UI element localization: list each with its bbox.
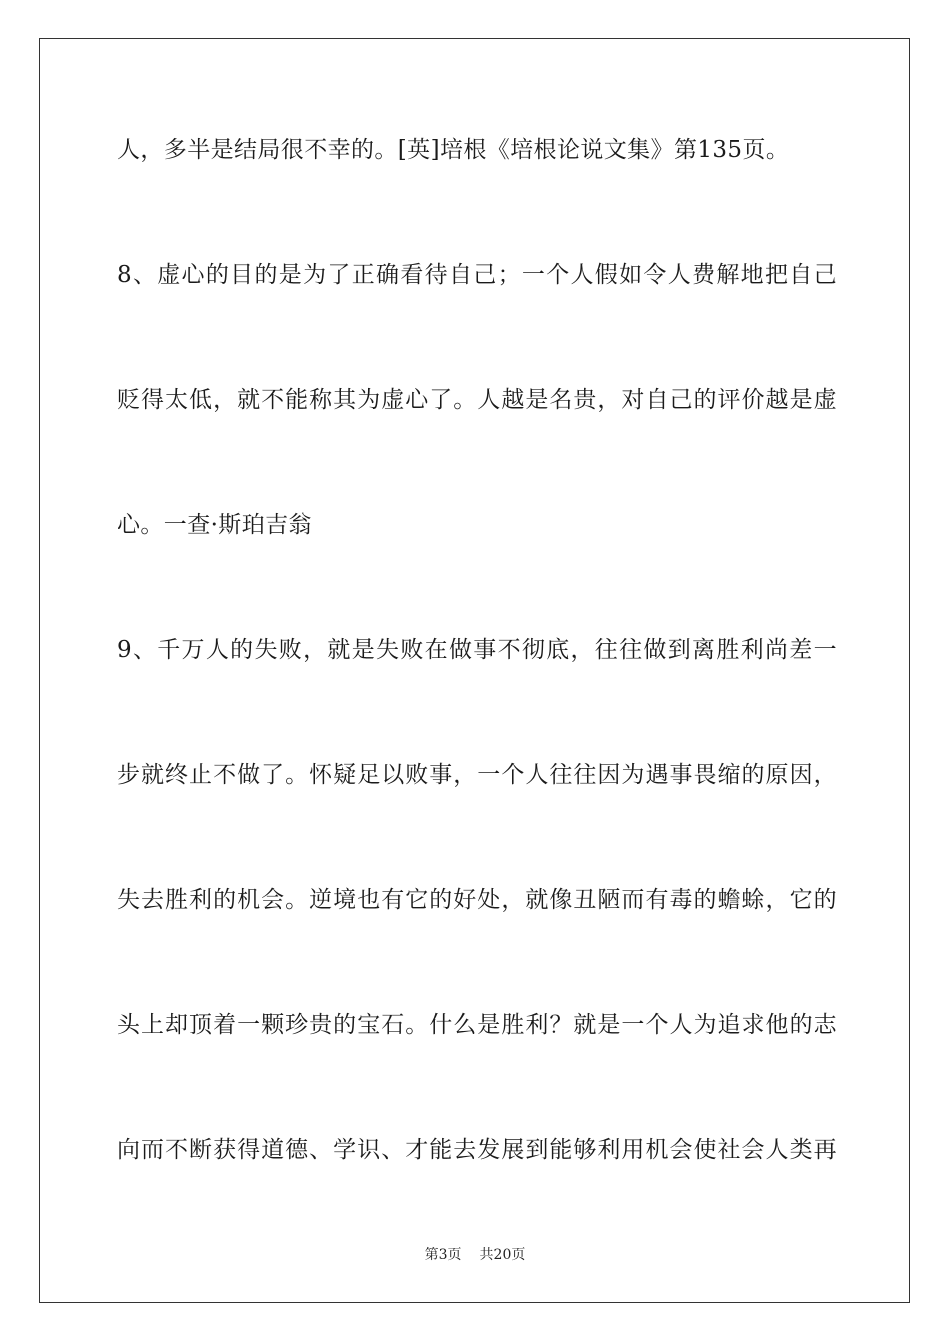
page-border <box>39 38 910 1303</box>
text-line-6: 步就终止不做了。怀疑足以败事，一个人往往因为遇事畏缩的原因， <box>117 762 837 788</box>
page-total: 共20页 <box>479 1247 526 1263</box>
text-line-2: 8、虚心的目的是为了正确看待自己；一个人假如令人费解地把自己 <box>117 262 837 288</box>
text-line-8: 头上却顶着一颗珍贵的宝石。什么是胜利？就是一个人为追求他的志 <box>117 1012 837 1038</box>
page-footer <box>0 1246 950 1264</box>
text-line-5: 9、千万人的失败，就是失败在做事不彻底，往往做到离胜利尚差一 <box>117 637 837 663</box>
text-line-3: 贬得太低，就不能称其为虚心了。人越是名贵，对自己的评价越是虚 <box>117 387 837 413</box>
text-line-7: 失去胜利的机会。逆境也有它的好处，就像丑陋而有毒的蟾蜍，它的 <box>117 887 837 913</box>
text-line-4: 心。一查·斯珀吉翁 <box>117 512 312 538</box>
page-number: 第3页 <box>424 1247 462 1263</box>
text-line-9: 向而不断获得道德、学识、才能去发展到能够利用机会使社会人类再 <box>117 1137 837 1163</box>
text-line-1: 人，多半是结局很不幸的。[英]培根《培根论说文集》第135页。 <box>117 137 790 163</box>
